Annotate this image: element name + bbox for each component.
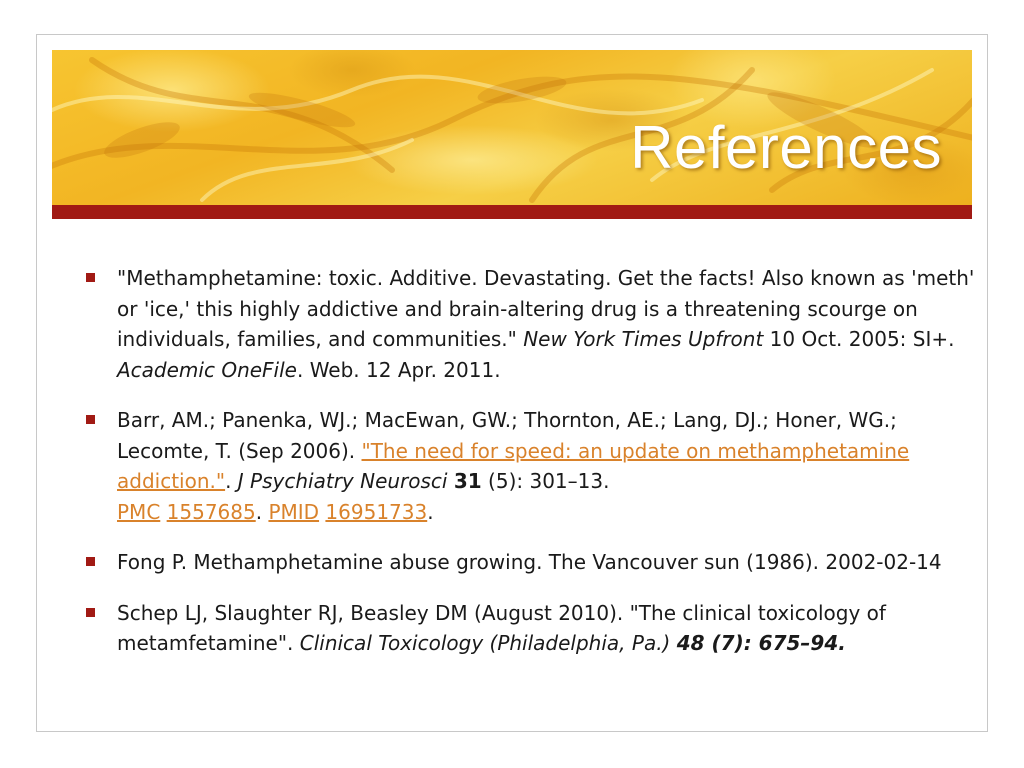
reference-text: . bbox=[225, 469, 238, 493]
reference-item bbox=[86, 263, 991, 385]
references-list bbox=[86, 263, 991, 679]
pmc-id-link[interactable]: 1557685 bbox=[166, 499, 256, 524]
citation-details: 48 (7): 675–94. bbox=[676, 631, 846, 655]
square-bullet-icon bbox=[86, 608, 95, 617]
reference-text: (5): 301–13. bbox=[481, 469, 610, 493]
reference-text: Barr, AM.; Panenka, WJ.; MacEwan, GW.; Thornton, AE.; Lang, DJ.; Honer, WG.; Lecomte, T. (Sep 2006). bbox=[117, 408, 897, 463]
reference-item bbox=[86, 405, 991, 527]
volume-number: 31 bbox=[453, 469, 482, 493]
reference-item bbox=[86, 598, 991, 659]
pmid-id-link[interactable]: 16951733 bbox=[325, 499, 428, 524]
reference-text: Fong P. Methamphetamine abuse growing. The Vancouver sun (1986). 2002-02-14 bbox=[117, 550, 942, 574]
article-link[interactable]: "The need for speed: an update on methamphetamine addiction." bbox=[117, 438, 910, 493]
square-bullet-icon bbox=[86, 557, 95, 566]
square-bullet-icon bbox=[86, 415, 95, 424]
pmid-link[interactable]: PMID bbox=[268, 499, 320, 524]
pmc-link[interactable]: PMC bbox=[117, 499, 161, 524]
slide-title: References bbox=[630, 114, 942, 181]
journal-title: J Psychiatry Neurosci bbox=[237, 469, 448, 493]
journal-title: Clinical Toxicology (Philadelphia, Pa.) bbox=[299, 631, 671, 655]
title-banner bbox=[52, 50, 972, 205]
reference-text: . bbox=[255, 499, 269, 524]
title-underline-bar bbox=[52, 205, 972, 219]
reference-text: . bbox=[427, 499, 434, 524]
reference-text: . Web. 12 Apr. 2011. bbox=[296, 357, 501, 382]
database-name: Academic OneFile bbox=[117, 357, 297, 382]
journal-title: New York Times Upfront bbox=[523, 327, 764, 351]
reference-text: "Methamphetamine: toxic. Additive. Devastating. Get the facts! Also known as 'meth' or 'ice,' this highly addictive and brain-altering drug is a threatening scourge on individuals, families, and communities." bbox=[117, 266, 975, 351]
reference-text: Schep LJ, Slaughter RJ, Beasley DM (August 2010). "The clinical toxicology of metamfetamine". bbox=[117, 600, 886, 655]
square-bullet-icon bbox=[86, 273, 95, 282]
reference-text: 10 Oct. 2005: SI+. bbox=[763, 327, 955, 351]
reference-item bbox=[86, 547, 991, 578]
